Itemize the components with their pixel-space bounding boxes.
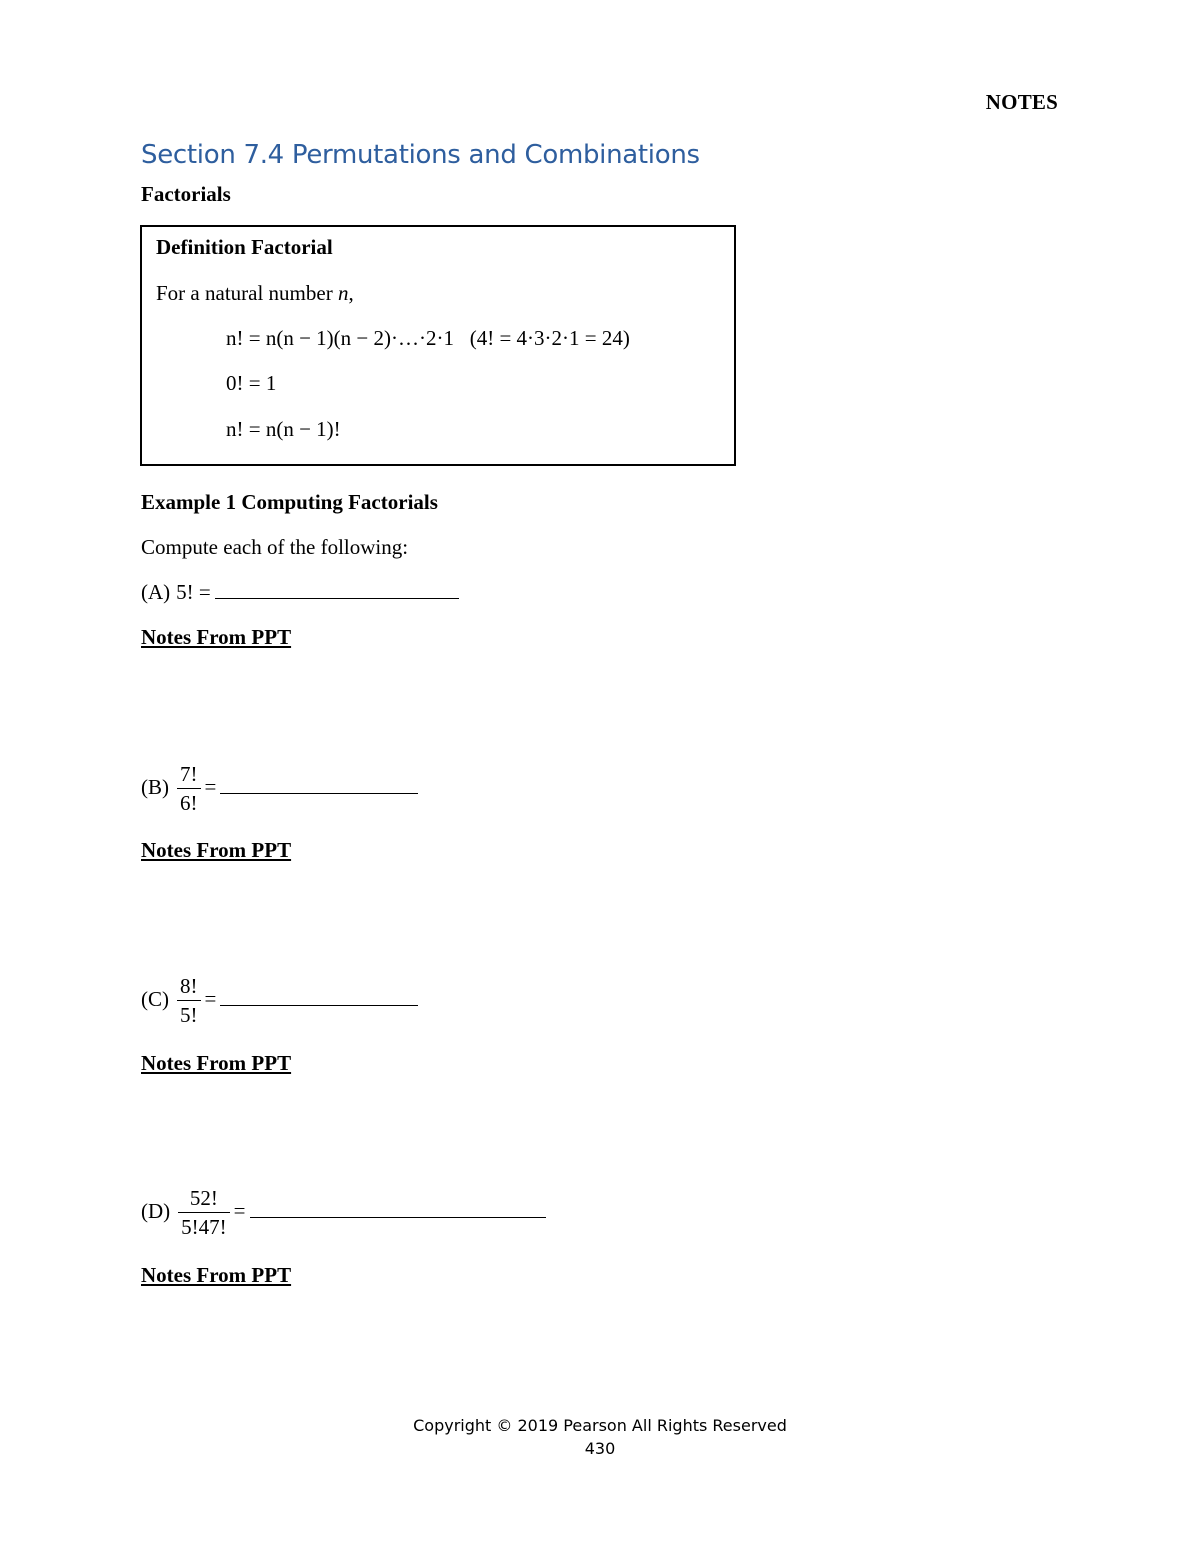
problem-b xyxy=(141,760,418,818)
problem-b-denominator: 6! xyxy=(180,791,198,816)
definition-intro-prefix: For a natural number xyxy=(156,281,338,305)
problem-d-equals: = xyxy=(233,1198,246,1223)
header-notes-label: NOTES xyxy=(985,90,1058,114)
problem-b-fraction xyxy=(177,760,201,818)
recursive-factorial-formula: n! = n(n − 1)! xyxy=(226,417,341,441)
problem-d xyxy=(141,1184,546,1242)
problem-c xyxy=(141,972,418,1030)
problem-c-equals: = xyxy=(204,986,217,1011)
notes-from-ppt-d: Notes From PPT xyxy=(141,1263,292,1287)
problem-a-expression: 5! = xyxy=(176,580,211,604)
section-title: Section 7.4 Permutations and Combinations xyxy=(141,140,700,170)
footer-copyright: Copyright © 2019 Pearson All Rights Reserved xyxy=(413,1416,787,1435)
problem-b-equals: = xyxy=(204,774,217,799)
problem-d-denominator: 5!47! xyxy=(181,1215,227,1240)
problem-c-fraction xyxy=(177,972,201,1030)
definition-intro xyxy=(156,281,354,306)
problem-b-label: (B) xyxy=(141,774,169,799)
definition-title: Definition Factorial xyxy=(156,235,333,259)
notes-from-ppt-a: Notes From PPT xyxy=(141,625,292,649)
zero-factorial-formula: 0! = 1 xyxy=(226,371,277,395)
problem-a-label: (A) xyxy=(141,580,171,604)
problem-d-fraction xyxy=(178,1184,230,1242)
problem-a-answer-blank[interactable] xyxy=(215,597,459,599)
problem-b-numerator: 7! xyxy=(177,760,201,789)
problem-d-answer-blank[interactable] xyxy=(250,1216,546,1218)
problem-c-denominator: 5! xyxy=(180,1003,198,1028)
example-intro: Compute each of the following: xyxy=(141,535,409,559)
problem-c-answer-blank[interactable] xyxy=(220,1004,418,1006)
notes-from-ppt-c: Notes From PPT xyxy=(141,1051,292,1075)
factorial-formula: n! = n(n − 1)(n − 2)·…·2·1 (4! = 4·3·2·1 = 24) xyxy=(226,326,630,350)
problem-a xyxy=(141,580,459,605)
problem-c-numerator: 8! xyxy=(177,972,201,1001)
example-title: Example 1 Computing Factorials xyxy=(141,490,438,514)
definition-intro-var: n xyxy=(337,281,349,305)
footer-page-number: 430 xyxy=(584,1439,616,1458)
problem-b-answer-blank[interactable] xyxy=(220,792,418,794)
section-subheading: Factorials xyxy=(141,182,231,206)
problem-d-label: (D) xyxy=(141,1198,171,1223)
notes-from-ppt-b: Notes From PPT xyxy=(141,838,292,862)
problem-d-numerator: 52! xyxy=(178,1184,230,1213)
definition-intro-suffix: , xyxy=(348,281,354,305)
problem-c-label: (C) xyxy=(141,986,169,1011)
